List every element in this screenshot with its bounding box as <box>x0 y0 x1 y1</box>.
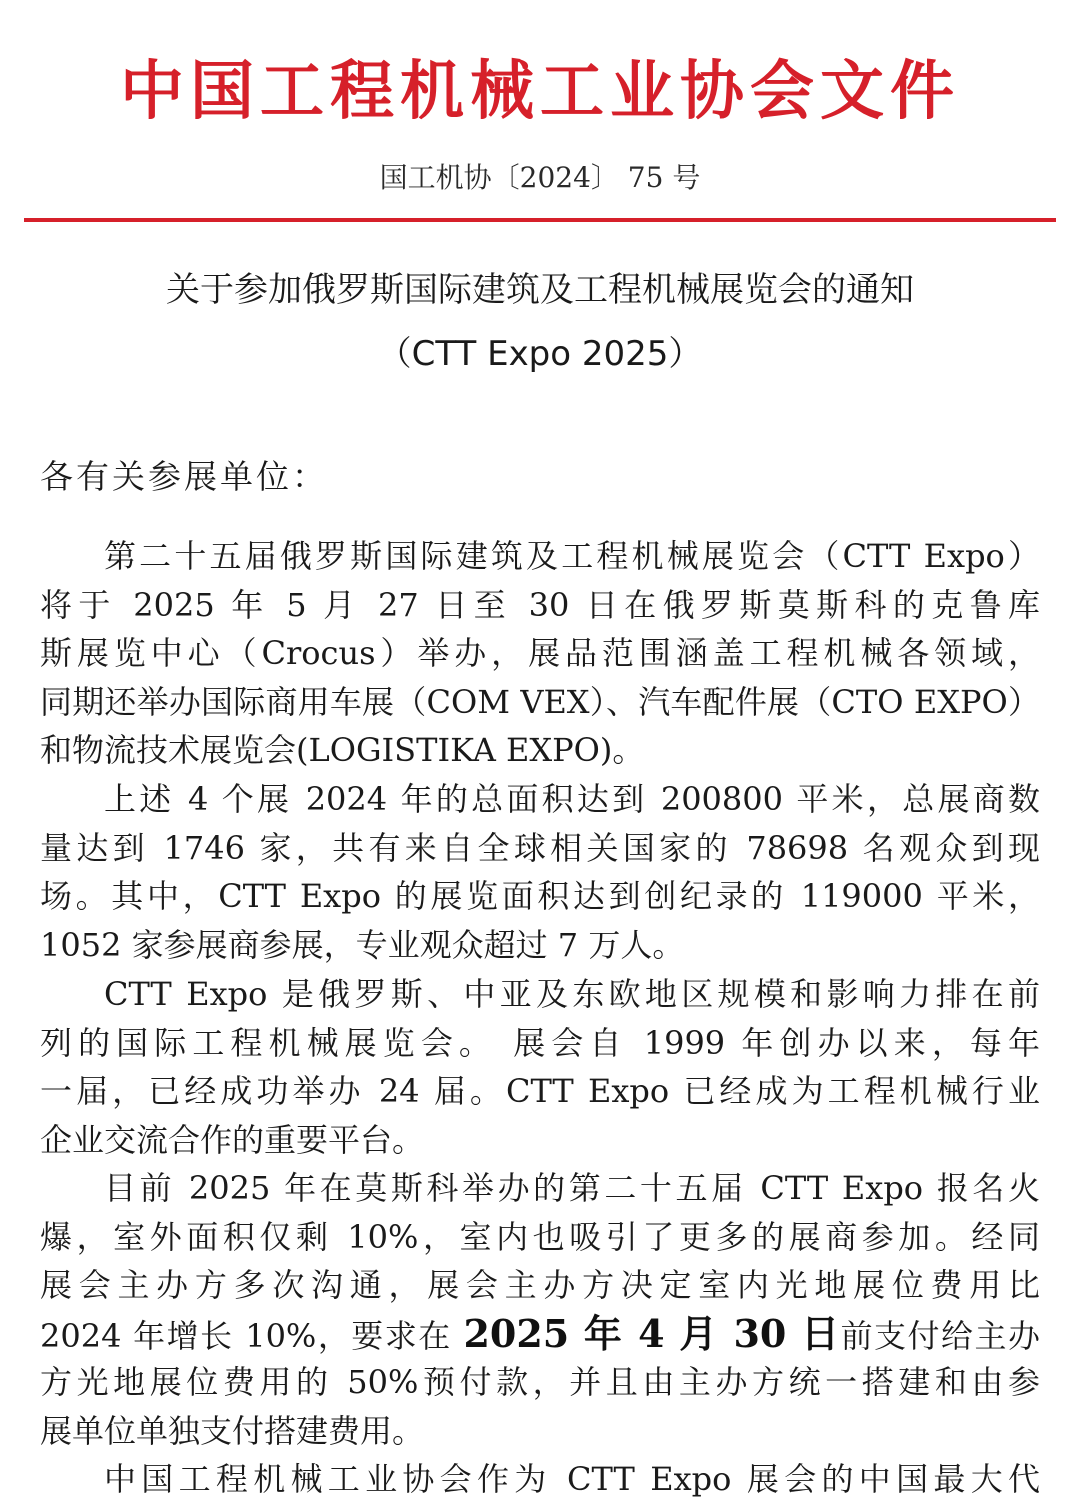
text-line: 1052 家参展商参展，专业观众超过 7 万人。 <box>40 925 685 964</box>
text-line: 斯展览中心（Crocus）举办，展品范围涵盖工程机械各领域， <box>40 634 1040 673</box>
paragraph-3 <box>40 970 1040 1164</box>
paragraph-4 <box>40 1164 1040 1456</box>
text-line: 中国工程机械工业协会作为 CTT Expo 展会的中国最大代 <box>104 1460 1040 1498</box>
text-line: 列的国际工程机械展览会。 展会自 1999 年创办以来，每年 <box>40 1023 1040 1062</box>
text-line: 同期还举办国际商用车展（COM VEX）、汽车配件展（CTO EXPO） <box>40 682 1040 721</box>
text-line: 第二十五届俄罗斯国际建筑及工程机械展览会（CTT Expo） <box>104 537 1040 575</box>
text-line-deadline <box>40 1310 1040 1359</box>
salutation: 各有关参展单位： <box>40 457 328 496</box>
text-line: 量达到 1746 家，共有来自全球相关国家的 78698 名观众到现 <box>40 828 1040 867</box>
text-line: CTT Expo 是俄罗斯、中亚及东欧地区规模和影响力排在前 <box>104 975 1040 1013</box>
text-segment: 前支付给主办 <box>840 1316 1040 1355</box>
notice-title: 关于参加俄罗斯国际建筑及工程机械展览会的通知 <box>166 270 914 310</box>
red-divider <box>24 218 1056 222</box>
text-line: 企业交流合作的重要平台。 <box>40 1120 425 1159</box>
document-number: 国工机协〔2024〕 75 号 <box>379 161 701 194</box>
notice-subtitle: （CTT Expo 2025） <box>377 334 703 374</box>
text-line: 方光地展位费用的 50%预付款，并且由主办方统一搭建和由参 <box>40 1363 1040 1402</box>
text-line: 和物流技术展览会(LOGISTIKA EXPO)。 <box>40 731 645 770</box>
deadline-date: 2025 年 4 月 30 日 <box>463 1310 841 1356</box>
text-line: 场。其中，CTT Expo 的展览面积达到创纪录的 119000 平米， <box>40 877 1040 916</box>
paragraph-5 <box>40 1455 1040 1504</box>
text-line: 将于 2025 年 5 月 27 日至 30 日在俄罗斯莫斯科的克鲁库 <box>40 585 1040 624</box>
text-line: 展会主办方多次沟通，展会主办方决定室内光地展位费用比 <box>40 1266 1040 1305</box>
text-line: 展单位单独支付搭建费用。 <box>40 1411 425 1450</box>
text-line: 目前 2025 年在莫斯科举办的第二十五届 CTT Expo 报名火 <box>104 1169 1040 1207</box>
text-segment: 2024 年增长 10%，要求在 <box>40 1316 452 1355</box>
paragraph-1 <box>40 532 1040 775</box>
text-line: 一届，已经成功举办 24 届。CTT Expo 已经成为工程机械行业 <box>40 1072 1040 1111</box>
text-line: 爆，室外面积仅剩 10%，室内也吸引了更多的展商参加。经同 <box>40 1217 1040 1256</box>
paragraph-2 <box>40 775 1040 969</box>
text-line: 上述 4 个展 2024 年的总面积达到 200800 平米，总展商数 <box>104 780 1040 818</box>
issuer-title: 中国工程机械工业协会文件 <box>120 54 960 129</box>
